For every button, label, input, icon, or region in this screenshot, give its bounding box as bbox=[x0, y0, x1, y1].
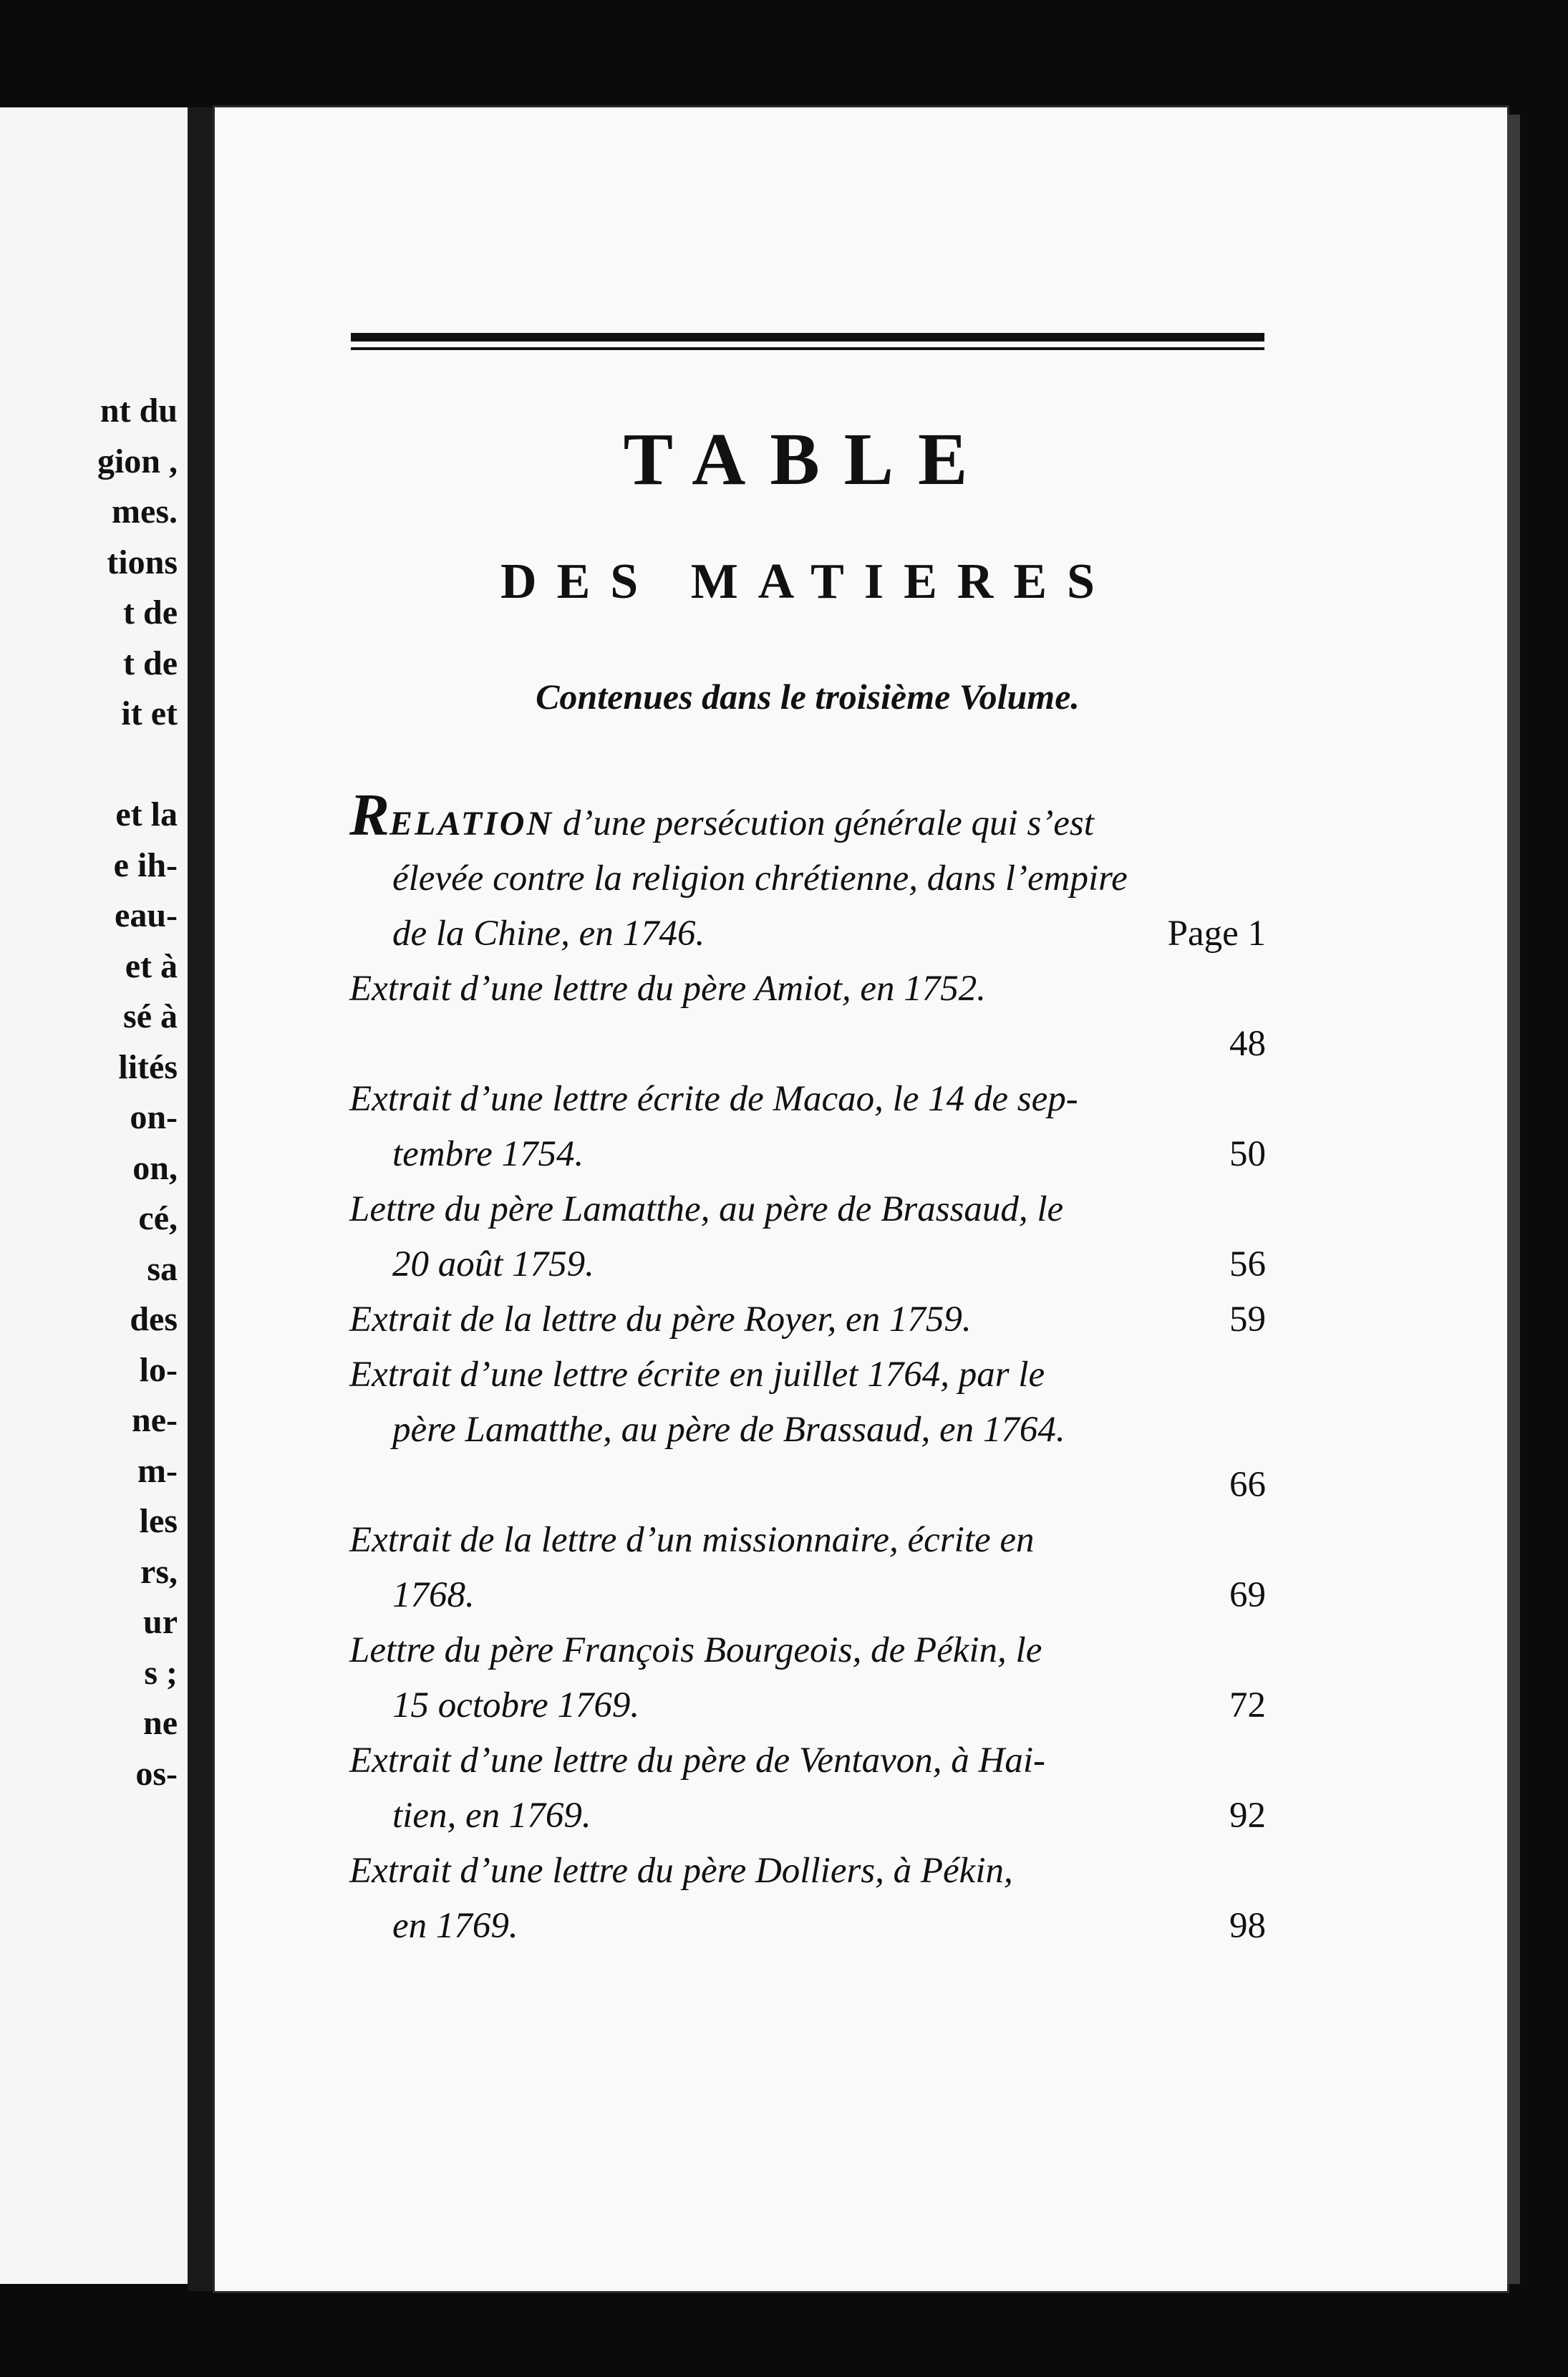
entry-last-line: de la Chine, en 1746. bbox=[392, 914, 705, 954]
left-page-text-fragment: on- bbox=[130, 1098, 178, 1136]
left-page-text-fragment: ur bbox=[143, 1603, 178, 1641]
left-page-text-fragment: et à bbox=[125, 947, 178, 985]
left-page-text-fragment: nt du bbox=[100, 392, 178, 430]
toc-entry bbox=[349, 1072, 1266, 1182]
left-page-text-fragment: lo- bbox=[139, 1350, 178, 1389]
left-page-text-fragment: tions bbox=[107, 543, 178, 581]
page-number: 98 bbox=[1229, 1906, 1266, 1946]
toc-entry bbox=[349, 1347, 1266, 1513]
left-page-text-fragment: m- bbox=[137, 1451, 178, 1490]
header-rule-thick bbox=[351, 333, 1264, 342]
page-edge bbox=[1507, 115, 1520, 2284]
entry-text: Lettre du père Lamatthe, au père de Brassaud, le bbox=[349, 1189, 1064, 1229]
toc-entry bbox=[349, 1623, 1266, 1733]
table-of-contents bbox=[349, 782, 1266, 1954]
left-page-text-fragment: mes. bbox=[112, 493, 178, 531]
header-rule-thin bbox=[351, 347, 1264, 350]
page-number: 72 bbox=[1229, 1685, 1266, 1725]
entry-smallcaps: ELATION bbox=[389, 805, 554, 843]
volume-caption: Contenues dans le troisième Volume. bbox=[536, 677, 1080, 717]
toc-entry bbox=[349, 782, 1266, 962]
left-page-text-fragment: lités bbox=[118, 1047, 178, 1086]
entry-text: d’une persécution générale qui s’est bbox=[553, 803, 1094, 843]
left-page-text-fragment: os- bbox=[135, 1754, 178, 1793]
page-number: 50 bbox=[1229, 1134, 1266, 1174]
left-page-text-fragment: sé à bbox=[123, 997, 178, 1035]
left-page-text-fragment: t de bbox=[123, 594, 178, 631]
left-page-text-fragment: eau- bbox=[115, 896, 178, 934]
entry-text: Lettre du père François Bourgeois, de Pékin, le bbox=[349, 1630, 1042, 1670]
left-page-text-fragment: on, bbox=[132, 1148, 178, 1187]
page-number: 66 bbox=[1229, 1465, 1266, 1505]
left-page-text-fragment: ne bbox=[143, 1704, 178, 1742]
page-number: 69 bbox=[1229, 1575, 1266, 1615]
left-page-text-fragment: gion , bbox=[97, 442, 178, 480]
entry-text: Extrait d’une lettre du père de Ventavon, à Hai- bbox=[349, 1741, 1046, 1781]
left-page-text-fragment: des bbox=[130, 1300, 178, 1338]
toc-entry bbox=[349, 1182, 1266, 1292]
toc-entry bbox=[349, 1292, 1266, 1347]
entry-text: Extrait de la lettre du père Royer, en 1759. bbox=[349, 1299, 972, 1340]
left-page-text-fragment: it et bbox=[121, 694, 178, 732]
left-page-text-fragment: s ; bbox=[144, 1653, 178, 1692]
entry-text: Extrait d’une lettre du père Dolliers, à Pékin, bbox=[349, 1851, 1013, 1891]
left-page-text-fragment: rs, bbox=[140, 1552, 178, 1591]
toc-entry bbox=[349, 1844, 1266, 1954]
page-prefix: Page bbox=[1167, 914, 1248, 954]
entry-last-line: tien, en 1769. bbox=[392, 1796, 591, 1836]
entry-last-line: tembre 1754. bbox=[392, 1134, 584, 1174]
page-number: 56 bbox=[1229, 1244, 1266, 1284]
entry-last-line: 1768. bbox=[392, 1575, 475, 1615]
page-number: 59 bbox=[1229, 1299, 1266, 1340]
entry-text: Extrait d’une lettre écrite de Macao, le 14 de sep- bbox=[349, 1079, 1078, 1119]
entry-last-line: en 1769. bbox=[392, 1906, 518, 1946]
left-page-text-fragment: les bbox=[139, 1502, 178, 1540]
page-number: 48 bbox=[1229, 1024, 1266, 1064]
entry-text: Extrait de la lettre d’un missionnaire, écrite en bbox=[349, 1520, 1035, 1560]
entry-last-line: 15 octobre 1769. bbox=[392, 1685, 640, 1725]
left-page-text-fragment: et la bbox=[115, 795, 178, 833]
dropcap-letter: R bbox=[349, 782, 390, 848]
entry-last-line: 20 août 1759. bbox=[392, 1244, 594, 1284]
entry-continuation: père Lamatthe, au père de Brassaud, en 1764. bbox=[392, 1410, 1065, 1450]
left-page-text-fragment: e ih- bbox=[113, 846, 178, 884]
page-subtitle: DES MATIERES bbox=[500, 554, 1115, 609]
entry-continuation: élevée contre la religion chrétienne, dans l’empire bbox=[392, 858, 1128, 899]
toc-entry bbox=[349, 1513, 1266, 1623]
toc-entry bbox=[349, 1733, 1266, 1844]
left-page-text-fragment: sa bbox=[147, 1249, 178, 1288]
left-page-text-fragment: cé, bbox=[138, 1199, 178, 1237]
page-title: TABLE bbox=[623, 418, 992, 500]
toc-entry bbox=[349, 962, 1266, 1072]
left-page-fragment bbox=[0, 107, 190, 2284]
left-page-text-fragment: t de bbox=[123, 644, 178, 682]
page-number: 92 bbox=[1229, 1796, 1266, 1836]
left-page-text-fragment: ne- bbox=[132, 1401, 178, 1439]
entry-text: Extrait d’une lettre du père Amiot, en 1752. bbox=[349, 969, 987, 1009]
page-number: 1 bbox=[1247, 914, 1266, 954]
entry-text: Extrait d’une lettre écrite en juillet 1764, par le bbox=[349, 1355, 1045, 1395]
